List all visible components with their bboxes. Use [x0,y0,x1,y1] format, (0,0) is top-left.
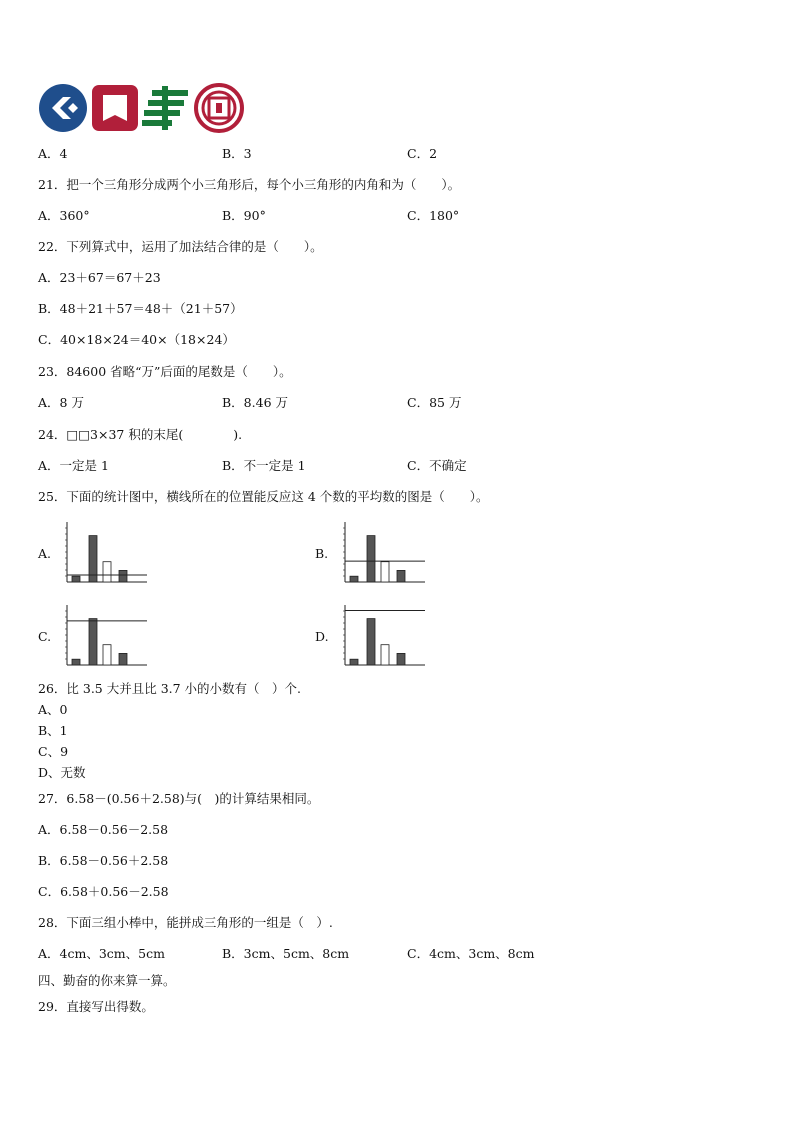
chart-b [340,522,430,584]
chart-a-label: A. [38,546,52,561]
q24-option-a: A．一定是 1 [38,458,109,473]
q20-option-c: C．2 [407,146,438,161]
bank-logos [38,83,248,133]
bar-4 [119,570,127,582]
bar-3 [103,562,111,582]
q23-option-c: C．85 万 [407,395,462,410]
section-4-title: 四、勤奋的你来算一算。 [38,973,176,988]
q24-option-c: C．不确定 [407,458,467,473]
q22-stem: 22．下列算式中，运用了加法结合律的是（ ）。 [38,239,323,254]
bar-1 [72,659,80,665]
q27-stem: 27．6.58－(0.56＋2.58)与( )的计算结果相同。 [38,791,320,806]
bar-4 [119,653,127,665]
icbc-logo [194,83,244,133]
q20-option-a: A．4 [38,146,68,161]
q27-option-a: A．6.58－0.56－2.58 [38,822,169,837]
q28-option-b: B．3cm、5cm、8cm [222,946,350,961]
bar-2 [367,619,375,665]
q27-option-b: B．6.58－0.56＋2.58 [38,853,169,868]
chart-b-label: B. [315,546,329,561]
bar-4 [397,570,405,582]
q25-stem: 25．下面的统计图中，横线所在的位置能反应这 4 个数的平均数的图是（ ）。 [38,489,489,504]
chart-a [62,522,152,584]
q23-option-a: A．8 万 [38,395,84,410]
bar-1 [72,576,80,582]
bar-2 [89,619,97,665]
q23-option-b: B．8.46 万 [222,395,288,410]
q26-option-d: D、无数 [38,765,86,780]
q27-option-c: C．6.58＋0.56－2.58 [38,884,169,899]
bar-3 [381,645,389,665]
q21-option-b: B．90° [222,208,266,223]
bar-2 [367,536,375,582]
q22-option-c: C．40×18×24＝40×（18×24） [38,332,235,347]
q28-option-c: C．4cm、3cm、8cm [407,946,535,961]
q23-stem: 23．84600 省略“万”后面的尾数是（ ）。 [38,364,292,379]
bar-4 [397,653,405,665]
q26-option-a: A、0 [38,702,68,717]
q21-option-c: C．180° [407,208,460,223]
chart-c-label: C. [38,629,52,644]
q26-stem: 26．比 3.5 大并且比 3.7 小的小数有（ ）个. [38,681,302,696]
chart-d [340,605,430,667]
q24-option-b: B．不一定是 1 [222,458,306,473]
chart-d-label: D. [315,629,329,644]
bar-1 [350,576,358,582]
q26-option-b: B、1 [38,723,68,738]
bank-book-logo [92,85,138,131]
q28-option-a: A．4cm、3cm、5cm [38,946,165,961]
q28-stem: 28．下面三组小棒中，能拼成三角形的一组是（ ）. [38,915,333,930]
q26-option-c: C、9 [38,744,69,759]
bank-of-communications-logo [38,83,88,133]
q20-option-b: B．3 [222,146,252,161]
bar-1 [350,659,358,665]
chart-c [62,605,152,667]
q21-stem: 21．把一个三角形分成两个小三角形后，每个小三角形的内角和为（ ）。 [38,177,461,192]
q22-option-a: A．23＋67＝67＋23 [38,270,161,285]
q21-option-a: A．360° [38,208,90,223]
q29-stem: 29．直接写出得数。 [38,999,154,1014]
q24-stem: 24．□□3×37 积的末尾( ). [38,427,243,442]
bar-3 [103,645,111,665]
q22-option-b: B．48＋21＋57＝48＋（21＋57） [38,301,243,316]
bar-3 [381,562,389,582]
postal-savings-logo [142,86,190,130]
